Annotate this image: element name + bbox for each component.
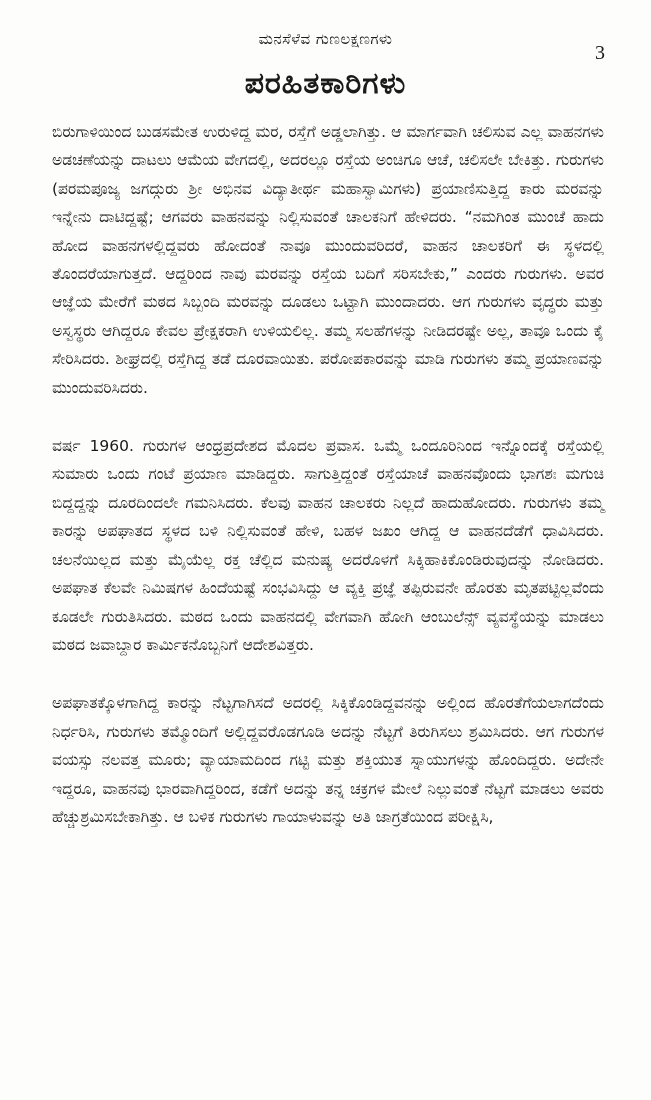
paragraph-2: ವರ್ಷ 1960. ಗುರುಗಳ ಆಂಧ್ರಪ್ರದೇಶದ ಮೊದಲ ಪ್ರವಾಸ. ಒಮ್ಮೆ ಒಂದೂರಿನಿಂದ ಇನ್ನೊಂದಕ್ಕೆ ರಸ್ತೆಯಲ್ಲಿ ಸುಮಾರು ಒಂದು ಗಂಟೆ ಪ್ರಯಾಣ ಮಾಡಿದ್ದರು. ಸಾಗುತ್ತಿದ್ದಂತೆ ರಸ್ತೆಯಾಚೆ ವಾಹನವೊಂದು ಭಾಗಶಃ ಮಗುಚಿ ಬಿದ್ದದ್ದನ್ನು ದೂರದಿಂದಲೇ ಗಮನಿಸಿದರು. ಕೆಲವು ವಾಹನ ಚಾಲಕರು ನಿಲ್ಲದೆ ಹಾದುಹೋದರು. ಗುರುಗಳು ತಮ್ಮ ಕಾರನ್ನು ಅಪಘಾತದ ಸ್ಥಳದ ಬಳಿ ನಿಲ್ಲಿಸುವಂತೆ ಹೇಳಿ, ಬಹಳ ಜಖಂ ಆಗಿದ್ದ ಆ ವಾಹನದೆಡೆಗೆ ಧಾವಿಸಿದರು. ಚಲನೆಯಿಲ್ಲದ ಮತ್ತು ಮೈಯೆಲ್ಲ ರಕ್ತ ಚೆಲ್ಲಿದ ಮನುಷ್ಯ ಅದರೊಳಗೆ ಸಿಕ್ಕಿಹಾಕಿಕೊಂಡಿರುವುದನ್ನು ನೋಡಿದರು. ಅಪಘಾತ ಕೆಲವೇ ನಿಮಿಷಗಳ ಹಿಂದೆಯಷ್ಟೆ ಸಂಭವಿಸಿದ್ದು ಆ ವ್ಯಕ್ತಿ ಪ್ರಜ್ಞೆ ತಪ್ಪಿರುವನೇ ಹೊರತು ಮೃತಪಟ್ಟಿಲ್ಲವೆಂದು ಕೂಡಲೇ ಗುರುತಿಸಿದರು. ಮಠದ ಒಂದು ವಾಹನದಲ್ಲಿ ವೇಗವಾಗಿ ಹೋಗಿ ಆಂಬುಲೆನ್ಸ್ ವ್ಯವಸ್ಥೆಯನ್ನು ಮಾಡಲು ಮಠದ ಜವಾಬ್ದಾರ ಕಾರ್ಮಿಕನೊಬ್ಬನಿಗೆ ಆದೇಶವಿತ್ತರು. [52,437,604,654]
page-number: 3 [595,42,605,64]
chapter-title: ಪರಹಿತಕಾರಿಗಳು [244,66,407,101]
paragraph-3: ಅಪಘಾತಕ್ಕೊಳಗಾಗಿದ್ದ ಕಾರನ್ನು ನೆಟ್ಟಗಾಗಿಸದೆ ಅದರಲ್ಲಿ ಸಿಕ್ಕಿಕೊಂಡಿದ್ದವನನ್ನು ಅಲ್ಲಿಂದ ಹೊರತೆಗೆಯಲಾಗದೆಂದು ನಿರ್ಧರಿಸಿ, ಗುರುಗಳು ತಮ್ಮೊಂದಿಗೆ ಅಲ್ಲಿದ್ದವರೊಡಗೂಡಿ ಅದನ್ನು ನೆಟ್ಟಗೆ ತಿರುಗಿಸಲು ಶ್ರಮಿಸಿದರು. ಆಗ ಗುರುಗಳ ವಯಸ್ಸು ನಲವತ್ತ ಮೂರು; ವ್ಯಾಯಾಮದಿಂದ ಗಟ್ಟಿ ಮತ್ತು ಶಕ್ತಿಯುತ ಸ್ನಾಯುಗಳನ್ನು ಹೊಂದಿದ್ದರು. ಅದೇನೇ ಇದ್ದರೂ, ವಾಹನವು ಭಾರವಾಗಿದ್ದರಿಂದ, ಕಡೆಗೆ ಅದನ್ನು ತನ್ನ ಚಕ್ರಗಳ ಮೇಲೆ ನಿಲ್ಲುವಂತೆ ನೆಟ್ಟಗೆ ಮಾಡಲು ಅವರು ಹೆಚ್ಚುಶ್ರಮಿಸಬೇಕಾಗಿತ್ತು. ಆ ಬಳಿಕ ಗುರುಗಳು ಗಾಯಾಳುವನ್ನು ಅತಿ ಜಾಗ್ರತೆಯಿಂದ ಪರೀಕ್ಷಿಸಿ, [52,694,604,826]
running-header: ಮನಸೆಳೆವ ಗುಣಲಕ್ಷಣಗಳು [258,30,393,48]
body-text [52,118,604,831]
paragraph-1: ಬಿರುಗಾಳಿಯಿಂದ ಬುಡಸಮೇತ ಉರುಳಿದ್ದ ಮರ, ರಸ್ತೆಗೆ ಅಡ್ಡಲಾಗಿತ್ತು. ಆ ಮಾರ್ಗವಾಗಿ ಚಲಿಸುವ ಎಲ್ಲ ವಾಹನಗಳು ಅಡಚಣೆಯನ್ನು ದಾಟಲು ಆಮೆಯ ವೇಗದಲ್ಲಿ, ಅದರಲ್ಲೂ ರಸ್ತೆಯ ಅಂಚಿಗೂ ಆಚೆ, ಚಲಿಸಲೇ ಬೇಕಿತ್ತು. ಗುರುಗಳು (ಪರಮಪೂಜ್ಯ ಜಗದ್ಗುರು ಶ್ರೀ ಅಭಿನವ ವಿದ್ಯಾತೀರ್ಥ ಮಹಾಸ್ವಾಮಿಗಳು) ಪ್ರಯಾಣಿಸುತ್ತಿದ್ದ ಕಾರು ಮರವನ್ನು ಇನ್ನೇನು ದಾಟಿದ್ದಷ್ಟೆ; ಆಗವರು ವಾಹನವನ್ನು ನಿಲ್ಲಿಸುವಂತೆ ಚಾಲಕನಿಗೆ ಹೇಳಿದರು. “ನಮಗಿಂತ ಮುಂಚೆ ಹಾದು ಹೋದ ವಾಹನಗಳಲ್ಲಿದ್ದವರು ಹೋದಂತೆ ನಾವೂ ಮುಂದುವರಿದರೆ, ವಾಹನ ಚಾಲಕರಿಗೆ ಈ ಸ್ಥಳದಲ್ಲಿ ತೊಂದರೆಯಾಗುತ್ತದೆ. ಆದ್ದರಿಂದ ನಾವು ಮರವನ್ನು ರಸ್ತೆಯ ಬದಿಗೆ ಸರಿಸಬೇಕು,” ಎಂದರು ಗುರುಗಳು. ಅವರ ಆಜ್ಞೆಯ ಮೇರೆಗೆ ಮಠದ ಸಿಬ್ಬಂದಿ ಮರವನ್ನು ದೂಡಲು ಒಟ್ಟಾಗಿ ಮುಂದಾದರು. ಆಗ ಗುರುಗಳು ವೃದ್ಧರು ಮತ್ತು ಅಸ್ವಸ್ಥರು ಆಗಿದ್ದರೂ ಕೇವಲ ಪ್ರೇಕ್ಷಕರಾಗಿ ಉಳಿಯಲಿಲ್ಲ. ತಮ್ಮ ಸಲಹೆಗಳನ್ನು ನೀಡಿದರಷ್ಟೇ ಅಲ್ಲ, ತಾವೂ ಒಂದು ಕೈ ಸೇರಿಸಿದರು. ಶೀಘ್ರದಲ್ಲಿ ರಸ್ತೆಗಿದ್ದ ತಡೆ ದೂರವಾಯಿತು. ಪರೋಪಕಾರವನ್ನು ಮಾಡಿ ಗುರುಗಳು ತಮ್ಮ ಪ್ರಯಾಣವನ್ನು ಮುಂದುವರಿಸಿದರು. [52,123,604,397]
